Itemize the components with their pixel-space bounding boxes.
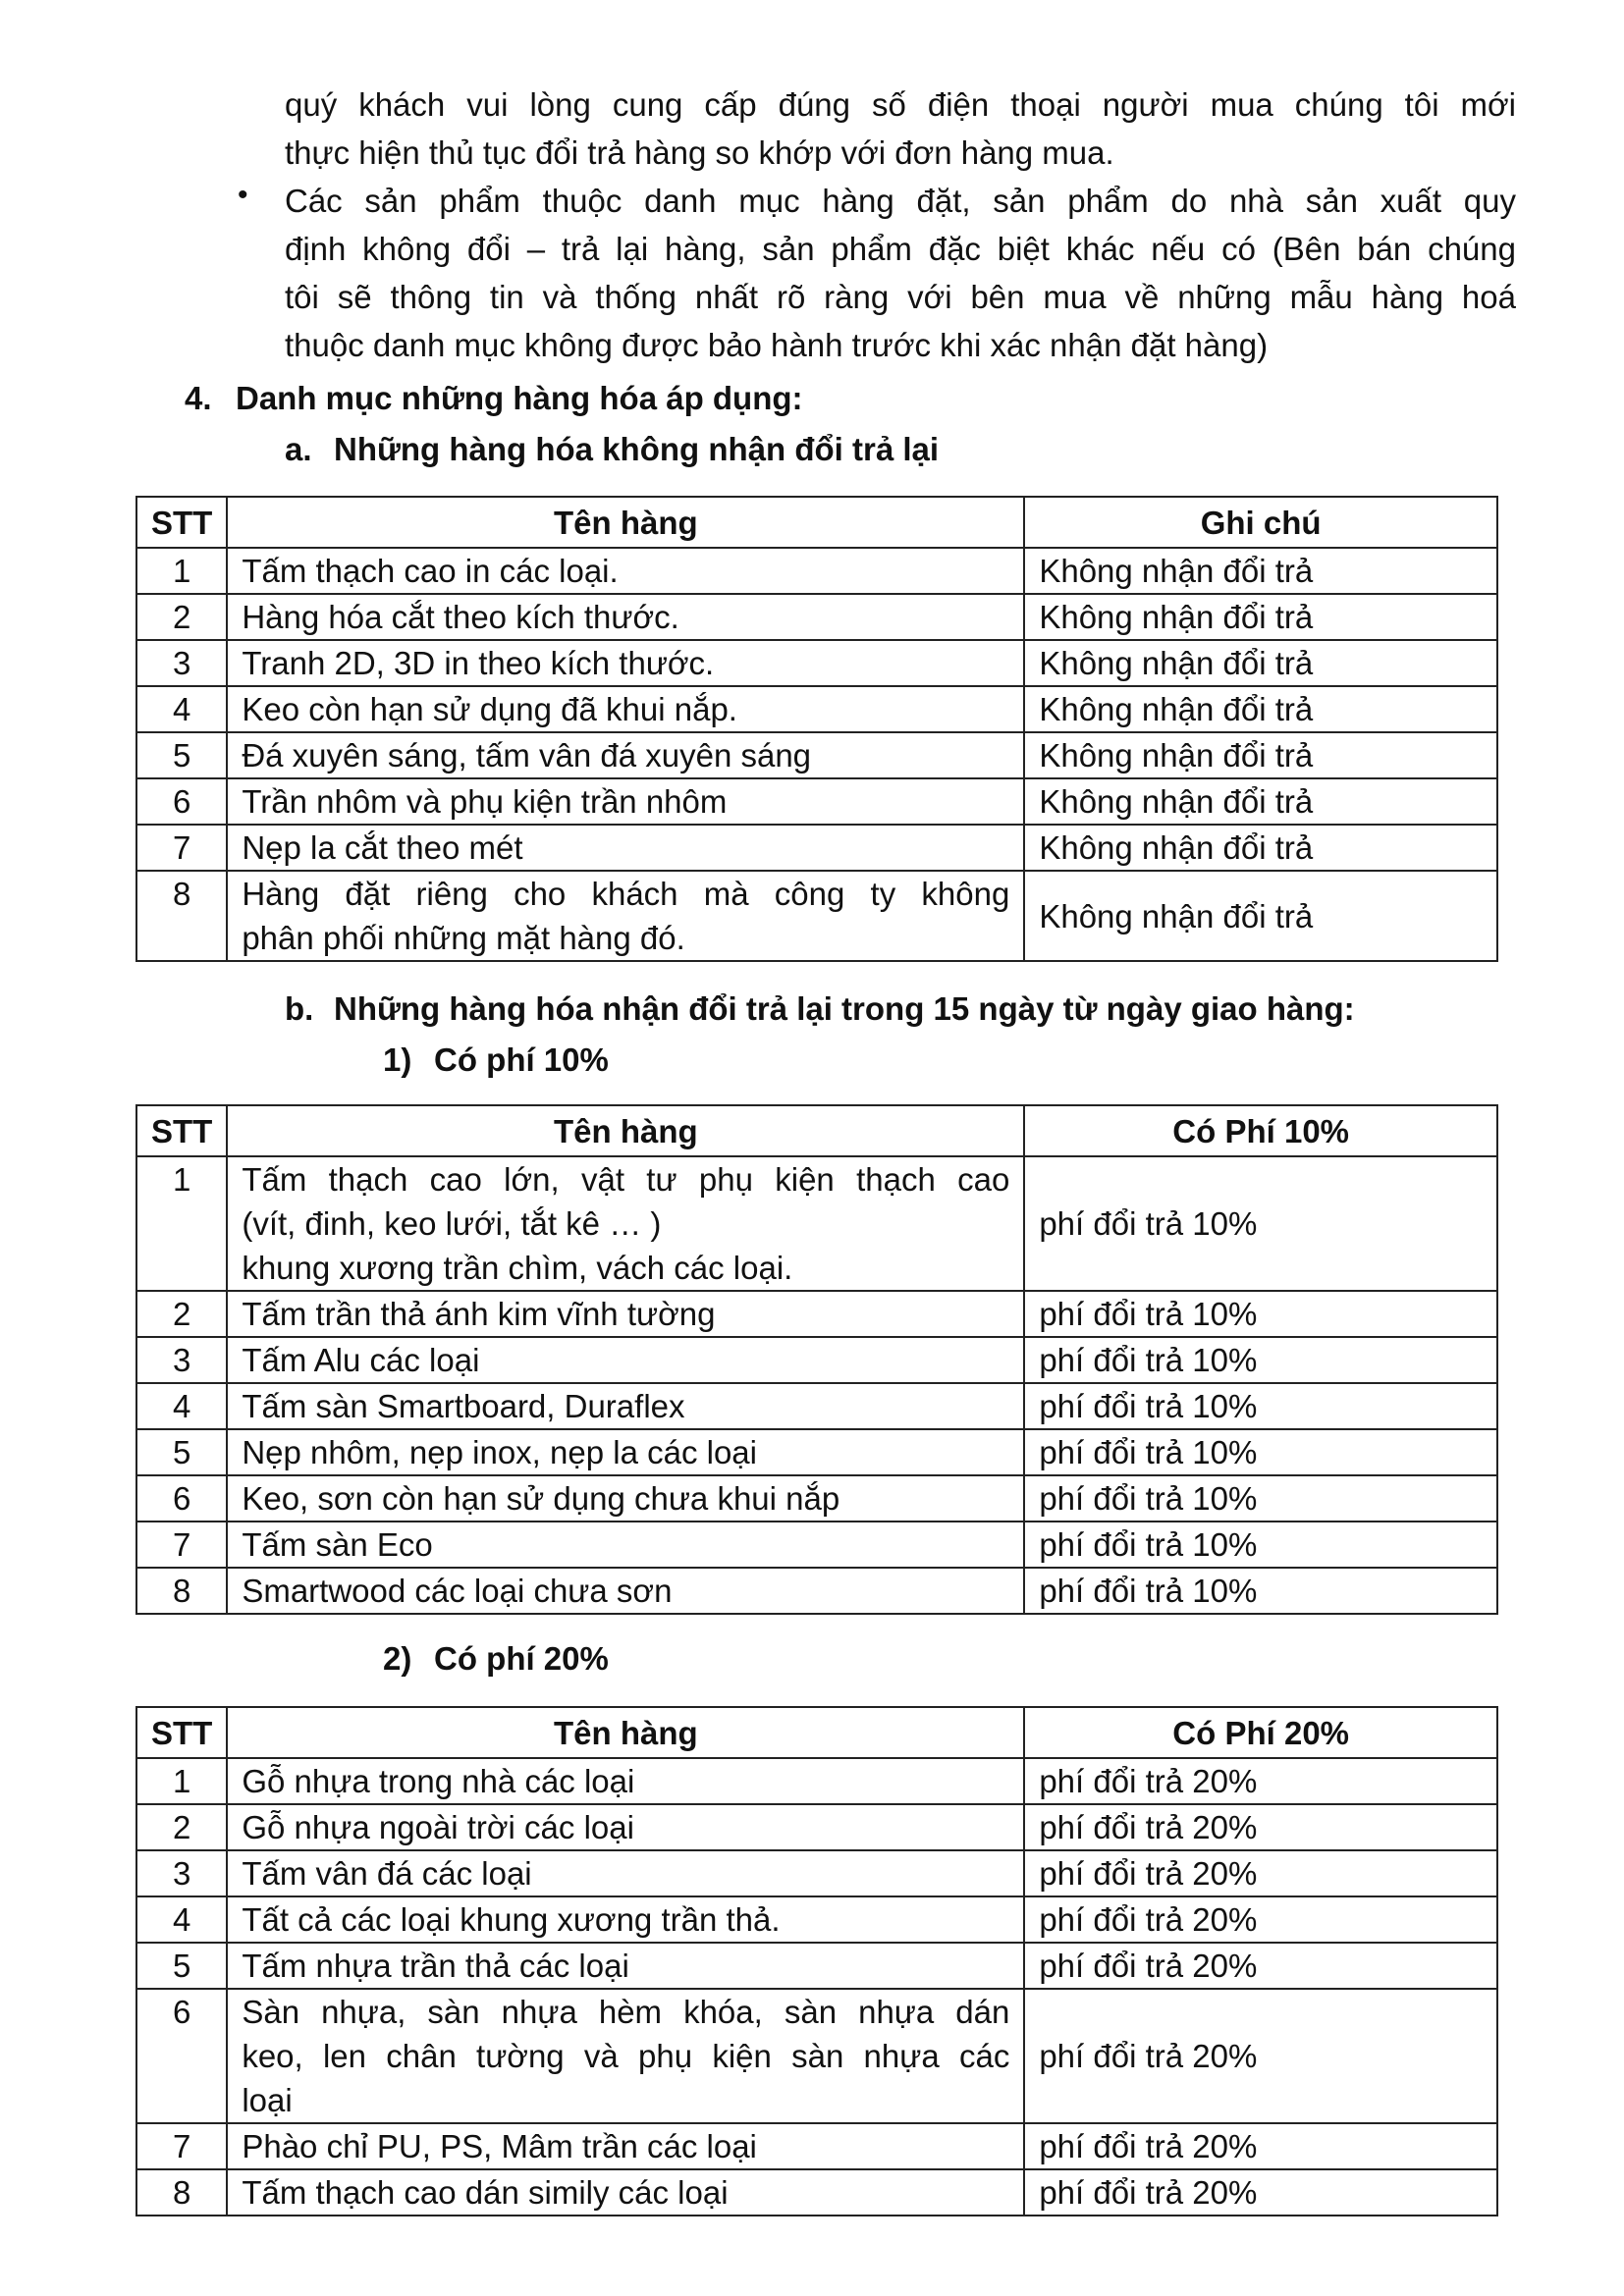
- table-row: [136, 1429, 1497, 1475]
- row-stt: 1: [136, 1156, 227, 1291]
- column-header-stt: STT: [136, 1707, 227, 1758]
- row-fee: phí đổi trả 10%: [1024, 1475, 1497, 1522]
- row-note: Không nhận đổi trả: [1024, 594, 1497, 640]
- row-name: [227, 1156, 1024, 1291]
- bullet-marker: •: [238, 179, 248, 211]
- row-note: Không nhận đổi trả: [1024, 548, 1497, 594]
- row-name: Gỗ nhựa trong nhà các loại: [227, 1758, 1024, 1804]
- intro-paragraph-continued: [285, 80, 1516, 177]
- row-stt: 6: [136, 1989, 227, 2123]
- table-row: [136, 825, 1497, 871]
- row-name: Phào chỉ PU, PS, Mâm trần các loại: [227, 2123, 1024, 2169]
- section-letter: a.: [285, 431, 312, 467]
- row-fee: phí đổi trả 10%: [1024, 1337, 1497, 1383]
- row-name: Đá xuyên sáng, tấm vân đá xuyên sáng: [227, 732, 1024, 778]
- row-name: Tấm thạch cao dán simily các loại: [227, 2169, 1024, 2216]
- row-stt: 6: [136, 778, 227, 825]
- subsection-title: Có phí 10%: [434, 1041, 609, 1078]
- bullet-line: Các sản phẩm thuộc danh mục hàng đặt, sản phẩm do nhà sản xuất quy: [285, 183, 1516, 219]
- row-name: Tranh 2D, 3D in theo kích thước.: [227, 640, 1024, 686]
- table-row: [136, 1383, 1497, 1429]
- row-fee: phí đổi trả 10%: [1024, 1568, 1497, 1614]
- row-name: Keo còn hạn sử dụng đã khui nắp.: [227, 686, 1024, 732]
- row-stt: 7: [136, 1522, 227, 1568]
- row-note: Không nhận đổi trả: [1024, 778, 1497, 825]
- row-name: Gỗ nhựa ngoài trời các loại: [227, 1804, 1024, 1850]
- row-name-line: (vít, đinh, keo lưới, tắt kê … ): [242, 1205, 662, 1242]
- table-fee-10: [135, 1104, 1498, 1615]
- table-row: [136, 640, 1497, 686]
- row-name: Nẹp la cắt theo mét: [227, 825, 1024, 871]
- table-row: [136, 1758, 1497, 1804]
- table-row: [136, 1896, 1497, 1943]
- row-name: [227, 871, 1024, 961]
- table-row: [136, 778, 1497, 825]
- row-name: Tấm sàn Eco: [227, 1522, 1024, 1568]
- section-a-heading: [285, 428, 939, 471]
- row-name: [227, 1989, 1024, 2123]
- column-header-name: Tên hàng: [227, 1707, 1024, 1758]
- row-stt: 2: [136, 1291, 227, 1337]
- row-name: Tấm nhựa trần thả các loại: [227, 1943, 1024, 1989]
- table-row: [136, 2123, 1497, 2169]
- row-note: Không nhận đổi trả: [1024, 871, 1497, 961]
- row-note: Không nhận đổi trả: [1024, 732, 1497, 778]
- row-name-line: loại: [242, 2082, 293, 2118]
- column-header-stt: STT: [136, 497, 227, 548]
- table-row: [136, 1156, 1497, 1291]
- table-non-returnable: [135, 496, 1498, 962]
- section-title: Những hàng hóa không nhận đổi trả lại: [334, 431, 940, 467]
- row-stt: 2: [136, 594, 227, 640]
- section-b-heading: [285, 988, 1355, 1031]
- row-name: Keo, sơn còn hạn sử dụng chưa khui nắp: [227, 1475, 1024, 1522]
- table-row: [136, 1568, 1497, 1614]
- row-note: Không nhận đổi trả: [1024, 825, 1497, 871]
- row-fee: phí đổi trả 20%: [1024, 2123, 1497, 2169]
- row-fee: phí đổi trả 20%: [1024, 1850, 1497, 1896]
- table-row: [136, 594, 1497, 640]
- row-stt: 8: [136, 871, 227, 961]
- row-stt: 2: [136, 1804, 227, 1850]
- table-row: [136, 1804, 1497, 1850]
- subsection-title: Có phí 20%: [434, 1640, 609, 1677]
- row-stt: 3: [136, 1337, 227, 1383]
- row-fee: phí đổi trả 10%: [1024, 1156, 1497, 1291]
- table-row: [136, 1989, 1497, 2123]
- section-title: Những hàng hóa nhận đổi trả lại trong 15 ngày từ ngày giao hàng:: [334, 990, 1355, 1027]
- row-stt: 4: [136, 686, 227, 732]
- subsection-2-heading: [383, 1637, 609, 1681]
- intro-line: quý khách vui lòng cung cấp đúng số điện thoại người mua chúng tôi mới: [285, 86, 1516, 123]
- row-fee: phí đổi trả 20%: [1024, 1989, 1497, 2123]
- column-header-fee: Có Phí 20%: [1024, 1707, 1497, 1758]
- section-4-heading: [185, 377, 803, 420]
- row-name-line: keo, len chân tường và phụ kiện sàn nhựa các: [242, 2038, 1010, 2074]
- row-name-line: Sàn nhựa, sàn nhựa hèm khóa, sàn nhựa dán: [242, 1994, 1010, 2030]
- row-stt: 5: [136, 732, 227, 778]
- row-note: Không nhận đổi trả: [1024, 686, 1497, 732]
- table-row: [136, 1943, 1497, 1989]
- row-stt: 5: [136, 1429, 227, 1475]
- section-title: Danh mục những hàng hóa áp dụng:: [236, 380, 803, 416]
- row-stt: 8: [136, 1568, 227, 1614]
- row-stt: 1: [136, 1758, 227, 1804]
- table-row: [136, 548, 1497, 594]
- row-stt: 8: [136, 2169, 227, 2216]
- row-name: Tấm Alu các loại: [227, 1337, 1024, 1383]
- row-stt: 5: [136, 1943, 227, 1989]
- row-stt: 4: [136, 1896, 227, 1943]
- row-name-line: khung xương trần chìm, vách các loại.: [242, 1250, 793, 1286]
- subsection-number: 2): [383, 1640, 412, 1677]
- row-fee: phí đổi trả 20%: [1024, 1758, 1497, 1804]
- row-name-line: Tấm thạch cao lớn, vật tư phụ kiện thạch cao: [242, 1161, 1010, 1198]
- table-row: [136, 2169, 1497, 2216]
- row-fee: phí đổi trả 20%: [1024, 2169, 1497, 2216]
- column-header-stt: STT: [136, 1105, 227, 1156]
- bullet-paragraph: [285, 177, 1516, 369]
- table-row: [136, 1337, 1497, 1383]
- subsection-number: 1): [383, 1041, 412, 1078]
- table-row: [136, 1850, 1497, 1896]
- bullet-line: định không đổi – trả lại hàng, sản phẩm đặc biệt khác nếu có (Bên bán chúng: [285, 231, 1516, 267]
- row-stt: 7: [136, 825, 227, 871]
- section-number: 4.: [185, 380, 212, 416]
- bullet-line: thuộc danh mục không được bảo hành trước khi xác nhận đặt hàng): [285, 327, 1269, 363]
- table-row: [136, 732, 1497, 778]
- row-stt: 3: [136, 640, 227, 686]
- row-name: Tấm vân đá các loại: [227, 1850, 1024, 1896]
- bullet-line: tôi sẽ thông tin và thống nhất rõ ràng với bên mua về những mẫu hàng hoá: [285, 279, 1516, 315]
- section-letter: b.: [285, 990, 314, 1027]
- row-name-line: phân phối những mặt hàng đó.: [242, 920, 685, 956]
- column-header-note: Ghi chú: [1024, 497, 1497, 548]
- row-fee: phí đổi trả 10%: [1024, 1291, 1497, 1337]
- row-fee: phí đổi trả 20%: [1024, 1896, 1497, 1943]
- row-name: Hàng hóa cắt theo kích thước.: [227, 594, 1024, 640]
- table-fee-20: [135, 1706, 1498, 2216]
- row-name: Tấm trần thả ánh kim vĩnh tường: [227, 1291, 1024, 1337]
- table-row: [136, 871, 1497, 961]
- table-row: [136, 686, 1497, 732]
- subsection-1-heading: [383, 1039, 609, 1082]
- table-row: [136, 1291, 1497, 1337]
- row-name: Trần nhôm và phụ kiện trần nhôm: [227, 778, 1024, 825]
- row-name: Tấm thạch cao in các loại.: [227, 548, 1024, 594]
- intro-line: thực hiện thủ tục đổi trả hàng so khớp với đơn hàng mua.: [285, 134, 1114, 171]
- row-fee: phí đổi trả 20%: [1024, 1804, 1497, 1850]
- row-stt: 4: [136, 1383, 227, 1429]
- column-header-fee: Có Phí 10%: [1024, 1105, 1497, 1156]
- row-fee: phí đổi trả 10%: [1024, 1383, 1497, 1429]
- table-row: [136, 1475, 1497, 1522]
- row-stt: 7: [136, 2123, 227, 2169]
- row-fee: phí đổi trả 10%: [1024, 1522, 1497, 1568]
- row-stt: 6: [136, 1475, 227, 1522]
- row-fee: phí đổi trả 20%: [1024, 1943, 1497, 1989]
- row-name: Tất cả các loại khung xương trần thả.: [227, 1896, 1024, 1943]
- row-fee: phí đổi trả 10%: [1024, 1429, 1497, 1475]
- column-header-name: Tên hàng: [227, 1105, 1024, 1156]
- row-stt: 1: [136, 548, 227, 594]
- row-note: Không nhận đổi trả: [1024, 640, 1497, 686]
- table-row: [136, 1522, 1497, 1568]
- row-name: Smartwood các loại chưa sơn: [227, 1568, 1024, 1614]
- row-name-line: Hàng đặt riêng cho khách mà công ty không: [242, 876, 1010, 912]
- row-stt: 3: [136, 1850, 227, 1896]
- row-name: Nẹp nhôm, nẹp inox, nẹp la các loại: [227, 1429, 1024, 1475]
- column-header-name: Tên hàng: [227, 497, 1024, 548]
- row-name: Tấm sàn Smartboard, Duraflex: [227, 1383, 1024, 1429]
